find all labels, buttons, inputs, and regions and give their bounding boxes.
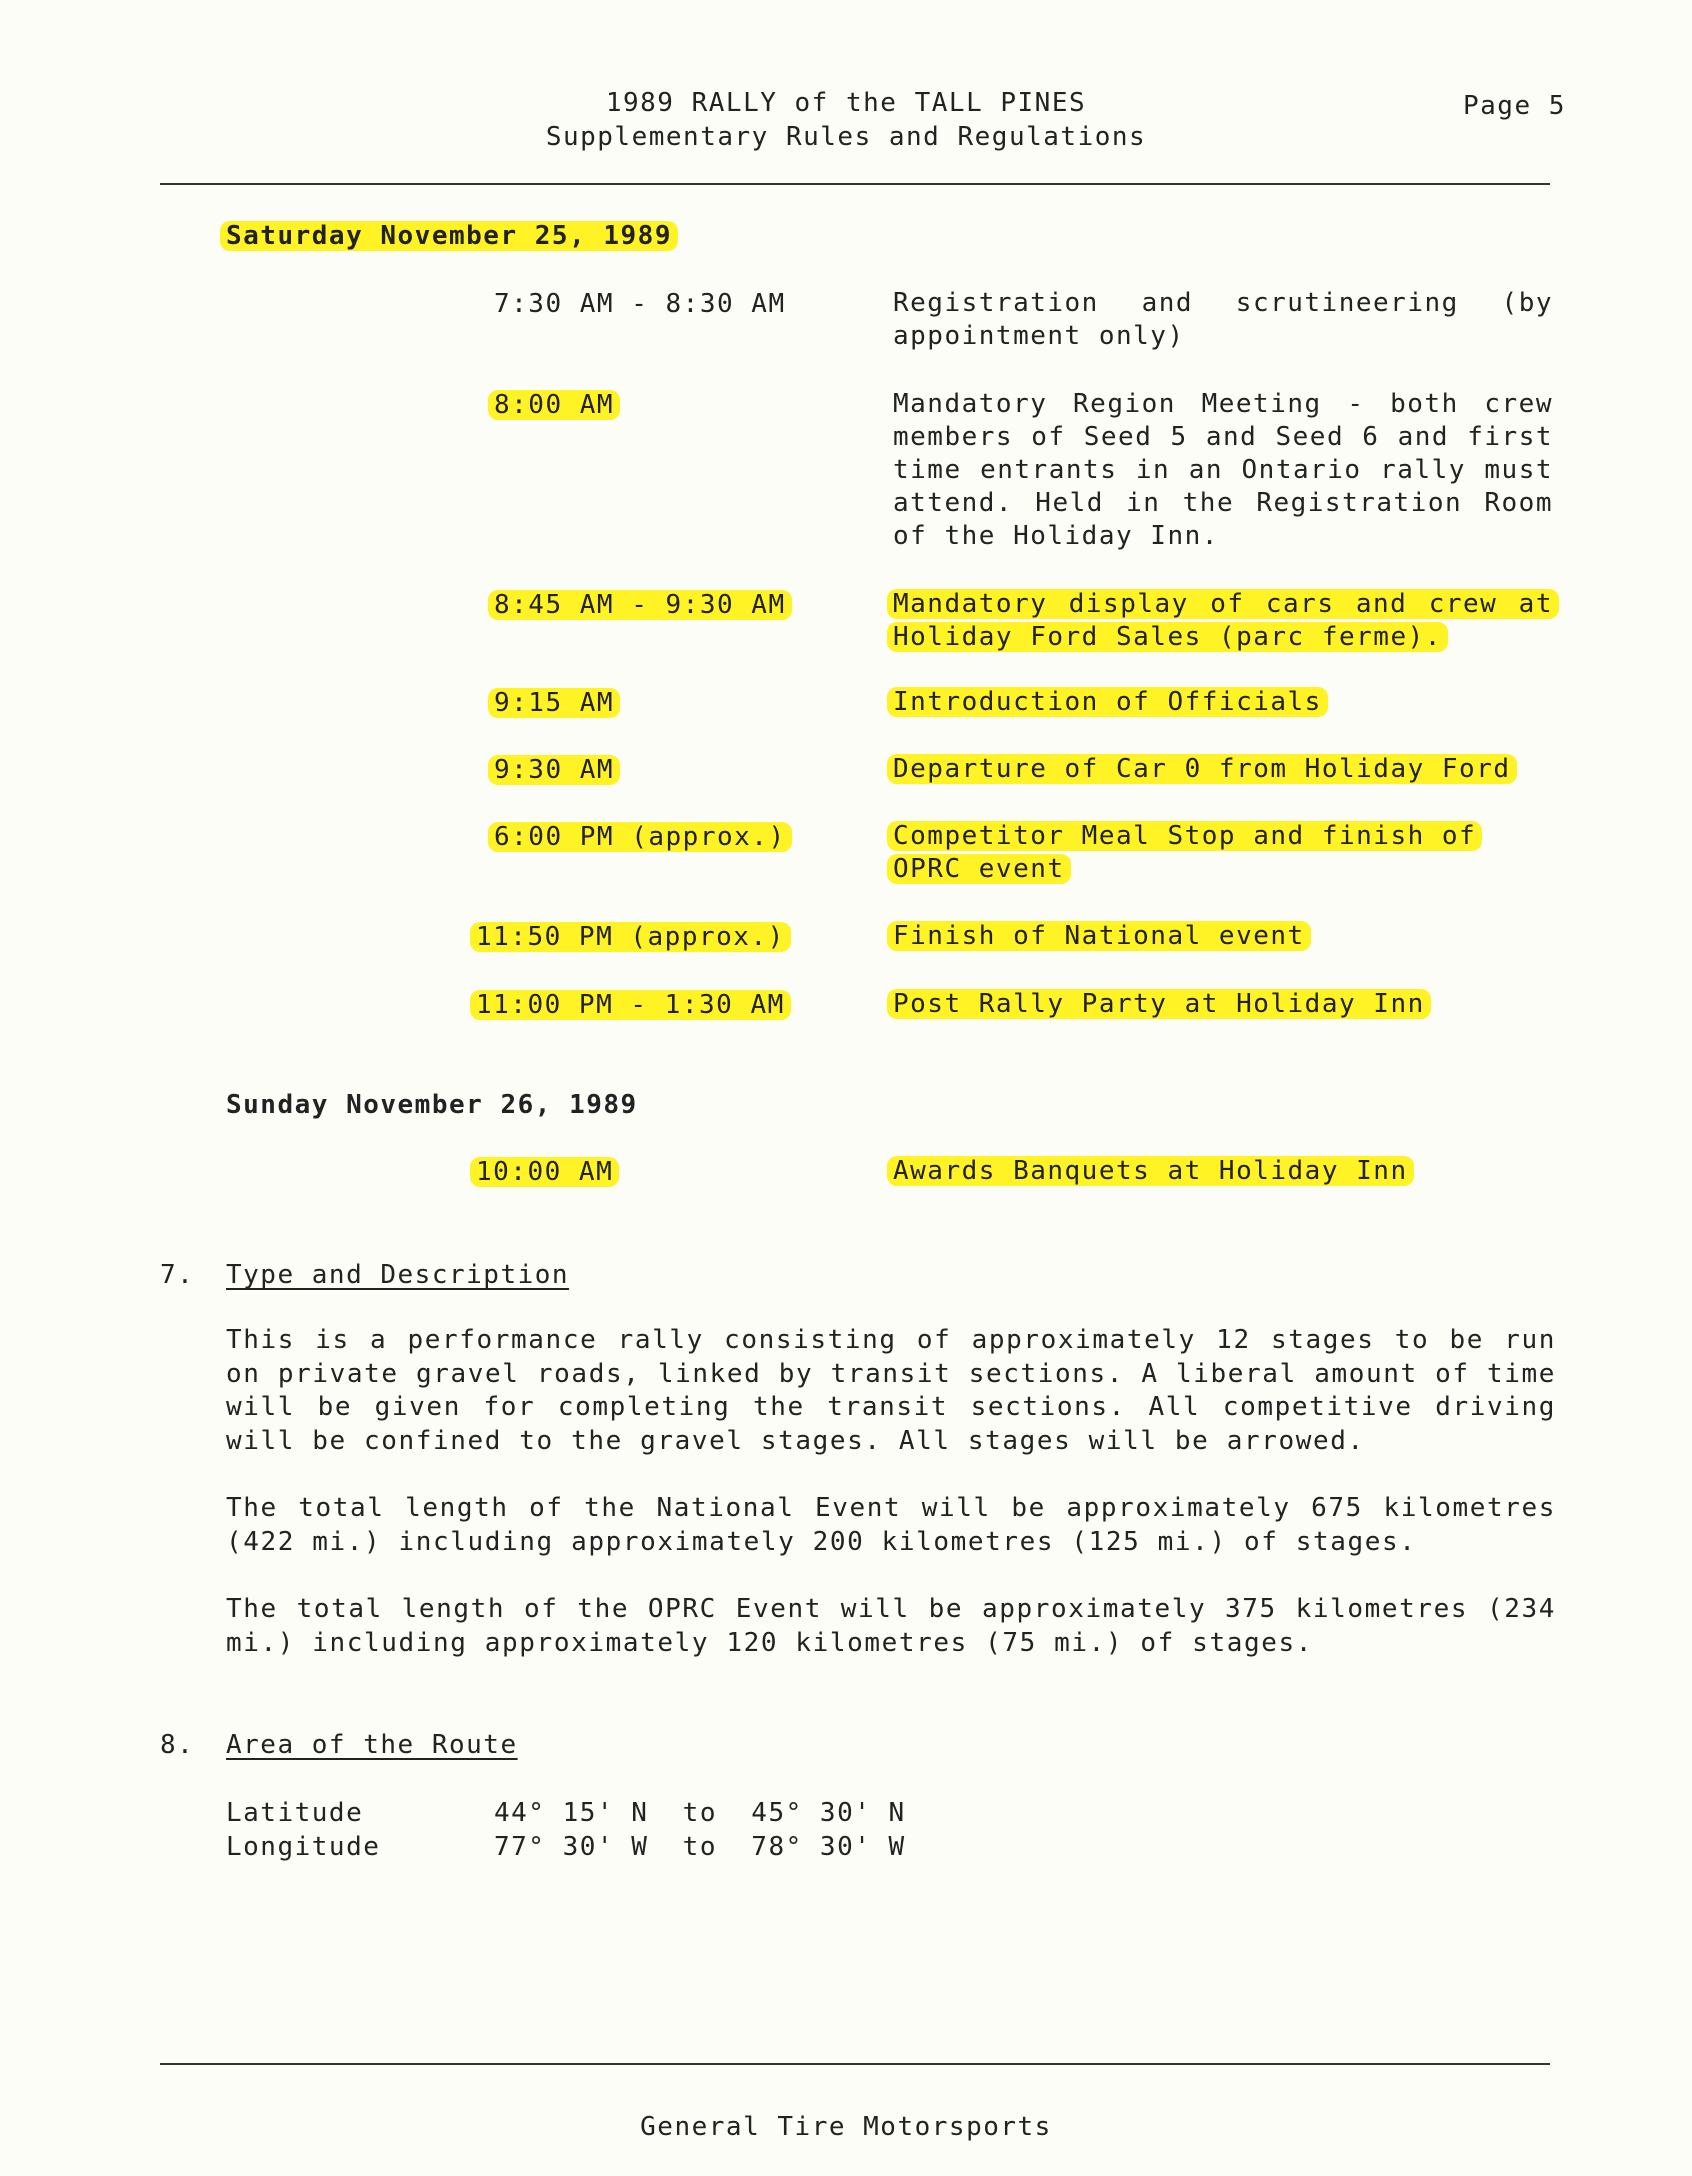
- section-7-paragraph-2: The total length of the National Event will be approximately 675 kilometres (422 mi.) including approximately 200 kilometres (125 mi.) of stages.: [226, 1493, 1556, 1557]
- longitude-value: 77° 30' W to 78° 30' W: [494, 1832, 906, 1862]
- header-title-line1: 1989 RALLY of the TALL PINES: [605, 88, 1087, 118]
- schedule-time-4: 9:15 AM: [494, 686, 614, 720]
- header-title-line2: Supplementary Rules and Regulations: [545, 122, 1147, 152]
- longitude-label: Longitude: [226, 1832, 381, 1862]
- latitude-label: Latitude: [226, 1798, 364, 1828]
- header-title: [0, 86, 1692, 154]
- section-7-paragraph-1: This is a performance rally consisting of approximately 12 stages to be run on private gravel roads, linked by transit sections. A liberal amount of time will be given for completing the transit sections. All competitive driving will be confined to the gravel stages. All stages will be arrowed.: [226, 1325, 1556, 1456]
- schedule-desc-8: Post Rally Party at Holiday Inn: [893, 988, 1553, 1021]
- header-rule: [160, 183, 1550, 185]
- schedule-desc-1: Registration and scrutineering (by appointment only): [893, 288, 1553, 351]
- schedule-desc-7: Finish of National event: [893, 920, 1553, 953]
- saturday-date: Saturday November 25, 1989: [226, 219, 672, 253]
- schedule-time-5: 9:30 AM: [494, 753, 614, 787]
- schedule-time-6: 6:00 PM (approx.): [494, 820, 786, 854]
- schedule-desc-2: Mandatory Region Meeting - both crew members of Seed 5 and Seed 6 and first time entrants in an Ontario rally must attend. Held in the Registration Room of the Holiday Inn.: [893, 389, 1553, 551]
- footer-rule: [160, 2063, 1550, 2065]
- schedule-time-2: 8:00 AM: [494, 388, 614, 422]
- section-7-heading: Type and Description: [226, 1260, 570, 1290]
- section-8-heading: Area of the Route: [226, 1730, 518, 1760]
- schedule-time-7: 11:50 PM (approx.): [476, 920, 785, 954]
- footer-text: General Tire Motorsports: [640, 2112, 1052, 2142]
- schedule-time-3: 8:45 AM - 9:30 AM: [494, 588, 786, 622]
- schedule-desc-5: Departure of Car 0 from Holiday Ford: [893, 753, 1553, 786]
- schedule-time-1: 7:30 AM - 8:30 AM: [494, 289, 786, 319]
- section-7-number: 7.: [160, 1260, 195, 1290]
- schedule-time-8: 11:00 PM - 1:30 AM: [476, 988, 785, 1022]
- page-number: Page 5: [1463, 91, 1566, 121]
- sunday-date: Sunday November 26, 1989: [226, 1090, 638, 1120]
- schedule-desc-3: Mandatory display of cars and crew at Holiday Ford Sales (parc ferme).: [893, 588, 1553, 654]
- latitude-value: 44° 15' N to 45° 30' N: [494, 1798, 906, 1828]
- sunday-desc-1: Awards Banquets at Holiday Inn: [893, 1155, 1553, 1188]
- schedule-desc-4: Introduction of Officials: [893, 686, 1553, 719]
- section-7-paragraph-3: The total length of the OPRC Event will be approximately 375 kilometres (234 mi.) including approximately 120 kilometres (75 mi.) of stages.: [226, 1594, 1556, 1658]
- schedule-desc-6: Competitor Meal Stop and finish of OPRC event: [893, 820, 1553, 886]
- section-8-number: 8.: [160, 1730, 195, 1760]
- sunday-time-1: 10:00 AM: [476, 1155, 613, 1189]
